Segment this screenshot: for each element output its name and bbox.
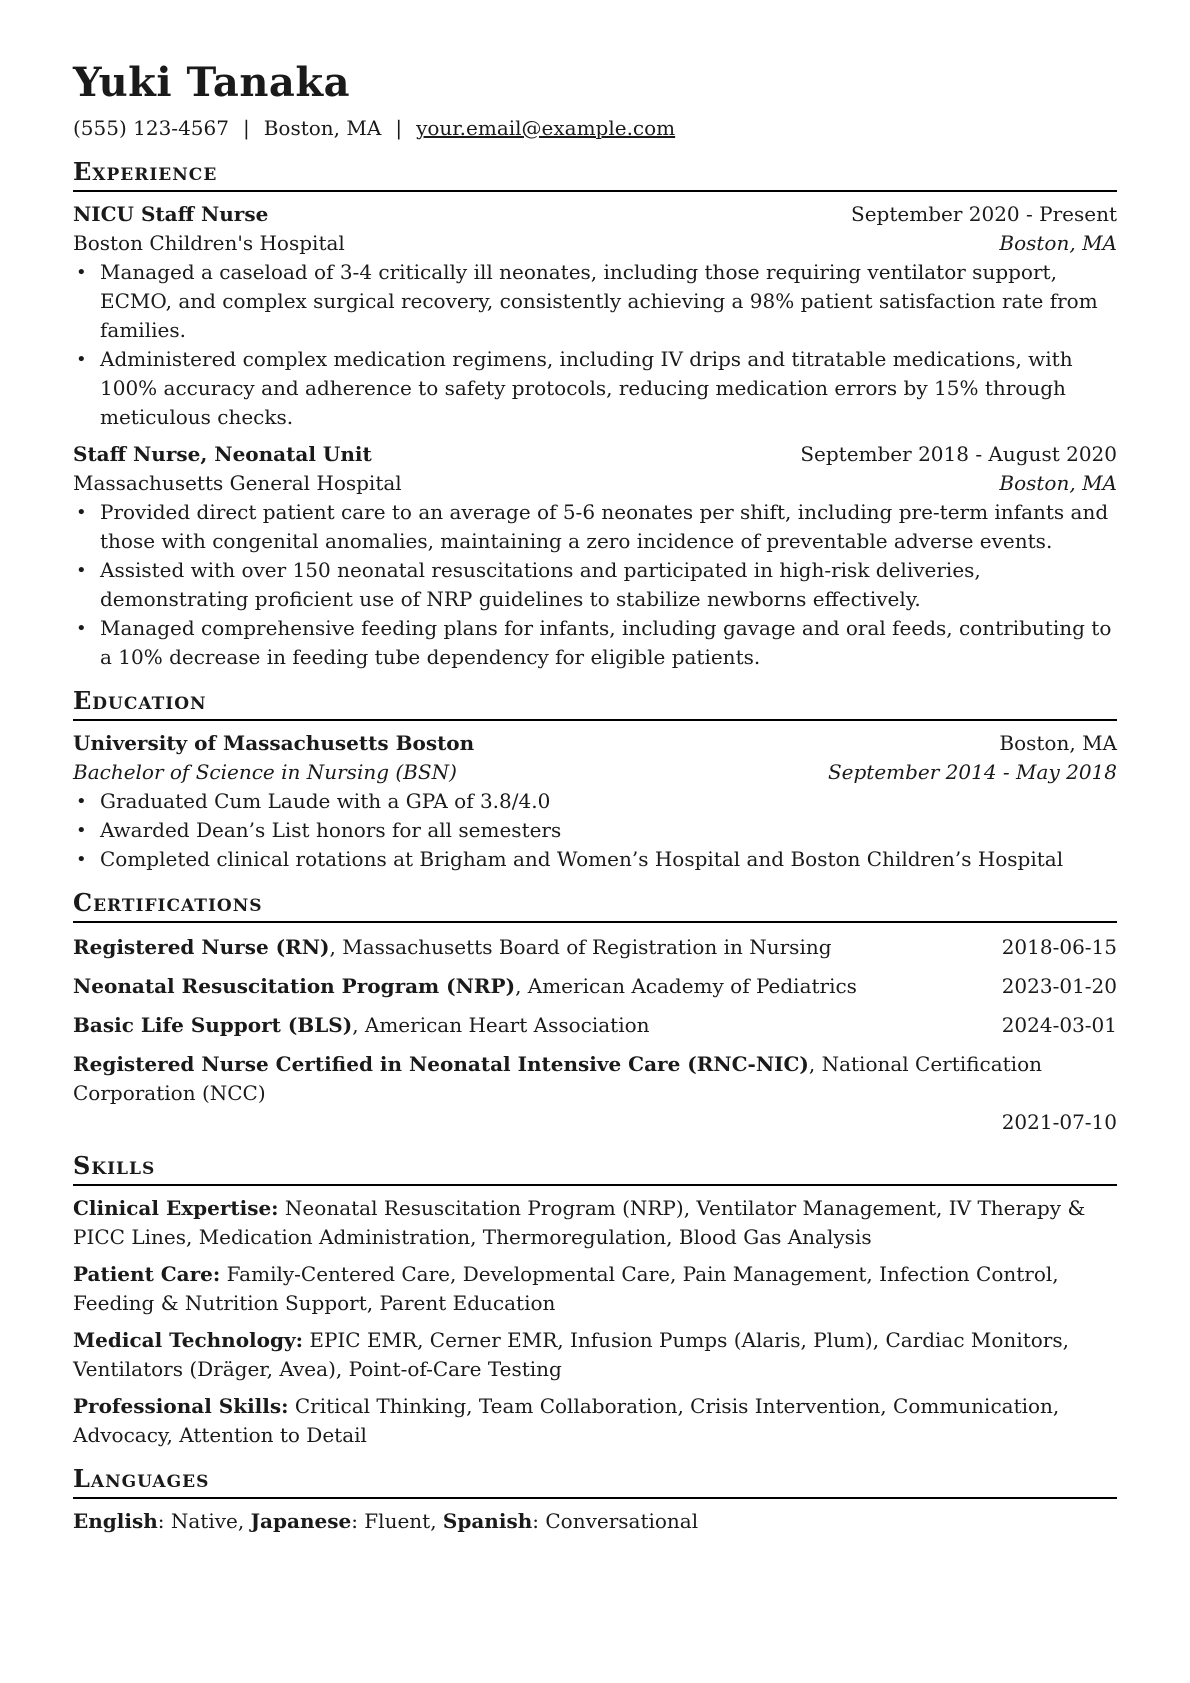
cert-name: Registered Nurse Certified in Neonatal Intensive Care (RNC-NIC) — [73, 1052, 809, 1076]
cert-date: 2023-01-20 — [1001, 974, 1117, 998]
list-item: • Provided direct patient care to an average of 5-6 neonates per shift, including pre-term infants and those with congenital anomalies, maintaining a zero incidence of preventable adverse events. — [100, 498, 1117, 556]
location: Boston, MA — [263, 116, 382, 140]
list-item: • Assisted with over 150 neonatal resuscitations and participated in high-risk deliveries, demonstrating proficient use of NRP guidelines to stabilize newborns effectively. — [100, 556, 1117, 614]
certification-item — [73, 1050, 1117, 1137]
list-item: • Managed comprehensive feeding plans for infants, including gavage and oral feeds, contributing to a 10% decrease in feeding tube dependency for eligible patients. — [100, 614, 1117, 672]
list-item: • Administered complex medication regimens, including IV drips and titratable medications, with 100% accuracy and adherence to safety protocols, reducing medication errors by 15% through meticulous checks. — [100, 345, 1117, 432]
language-name: Japanese — [250, 1509, 352, 1533]
skill-group — [73, 1194, 1117, 1252]
school-location: Boston, MA — [999, 731, 1117, 755]
skill-text: Neonatal Resuscitation Program (NRP), Ventilator Management, IV Therapy & PICC Lines, Medication Administration, Thermoregulation, Blood Gas Analysis — [73, 1196, 1086, 1249]
job-location: Boston, MA — [999, 471, 1117, 495]
skill-group — [73, 1260, 1117, 1318]
cert-issuer: , Massachusetts Board of Registration in Nursing — [329, 935, 832, 959]
skill-label: Patient Care: — [73, 1262, 221, 1286]
degree: Bachelor of Science in Nursing (BSN) — [73, 760, 457, 784]
cert-name: Basic Life Support (BLS) — [73, 1013, 353, 1037]
school-name: University of Massachusetts Boston — [73, 731, 475, 755]
section-title-skills: Skills — [73, 1151, 1117, 1186]
certification-item — [73, 933, 1117, 962]
cert-issuer: , American Academy of Pediatrics — [515, 974, 857, 998]
certification-item — [73, 972, 1117, 1001]
job-dates: September 2018 - August 2020 — [800, 442, 1117, 466]
skill-text: EPIC EMR, Cerner EMR, Infusion Pumps (Alaris, Plum), Cardiac Monitors, Ventilators (Dräger, Avea), Point-of-Care Testing — [73, 1328, 1069, 1381]
language-level: : Conversational — [532, 1509, 699, 1533]
languages-line — [73, 1507, 1117, 1536]
employer: Boston Children's Hospital — [73, 231, 345, 255]
language-level: : Native, — [157, 1509, 251, 1533]
contact-line — [73, 114, 1117, 143]
cert-issuer: , National Certification Corporation (NCC) — [73, 1052, 1042, 1105]
experience-entry — [73, 200, 1117, 432]
cert-name: Registered Nurse (RN) — [73, 935, 330, 959]
separator: | — [395, 116, 403, 140]
list-item: • Awarded Dean’s List honors for all semesters — [100, 816, 1117, 845]
education-dates: September 2014 - May 2018 — [827, 760, 1117, 784]
separator: | — [242, 116, 250, 140]
skill-label: Clinical Expertise: — [73, 1196, 279, 1220]
skill-group — [73, 1392, 1117, 1450]
skill-text: Critical Thinking, Team Collaboration, Crisis Intervention, Communication, Advocacy, Attention to Detail — [73, 1394, 1060, 1447]
employer: Massachusetts General Hospital — [73, 471, 402, 495]
language-level: : Fluent, — [351, 1509, 443, 1533]
list-item: • Graduated Cum Laude with a GPA of 3.8/4.0 — [100, 787, 1117, 816]
cert-issuer: , American Heart Association — [352, 1013, 650, 1037]
skill-group — [73, 1326, 1117, 1384]
skill-text: Family-Centered Care, Developmental Care, Pain Management, Infection Control, Feeding & Nutrition Support, Parent Education — [73, 1262, 1059, 1315]
experience-entry — [73, 440, 1117, 672]
cert-date: 2018-06-15 — [1001, 935, 1117, 959]
cert-date: 2021-07-10 — [1001, 1110, 1117, 1134]
section-title-education: Education — [73, 686, 1117, 721]
section-title-certifications: Certifications — [73, 888, 1117, 923]
section-title-experience: Experience — [73, 157, 1117, 192]
job-dates: September 2020 - Present — [851, 202, 1117, 226]
language-name: English — [73, 1509, 158, 1533]
skill-label: Professional Skills: — [73, 1394, 289, 1418]
job-title: Staff Nurse, Neonatal Unit — [73, 442, 372, 466]
job-title: NICU Staff Nurse — [73, 202, 269, 226]
email-link[interactable]: your.email@example.com — [416, 116, 676, 140]
language-name: Spanish — [442, 1509, 533, 1533]
cert-date: 2024-03-01 — [1001, 1013, 1117, 1037]
certification-item — [73, 1011, 1117, 1040]
phone: (555) 123-4567 — [73, 116, 229, 140]
education-entry — [73, 729, 1117, 874]
section-title-languages: Languages — [73, 1464, 1117, 1499]
job-location: Boston, MA — [999, 231, 1117, 255]
skill-label: Medical Technology: — [73, 1328, 303, 1352]
cert-name: Neonatal Resuscitation Program (NRP) — [73, 974, 516, 998]
list-item: • Completed clinical rotations at Brigham and Women’s Hospital and Boston Children’s Hospital — [100, 845, 1117, 874]
candidate-name: Yuki Tanaka — [73, 59, 350, 106]
list-item: • Managed a caseload of 3-4 critically ill neonates, including those requiring ventilator support, ECMO, and complex surgical recovery, consistently achieving a 98% patient satisfaction rate from families. — [100, 258, 1117, 345]
